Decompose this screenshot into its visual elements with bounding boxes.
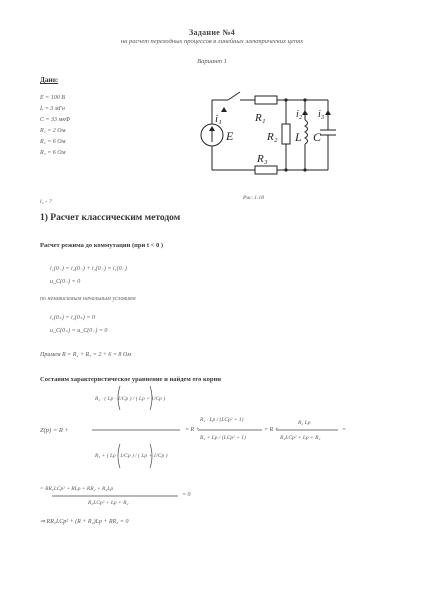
document-title: Задание №4 bbox=[188, 28, 236, 37]
figure-caption: Рис. 1.18 bbox=[243, 195, 264, 201]
subsection-title: Расчет режима до коммутации (при t < 0 ) bbox=[40, 242, 164, 249]
equation-denominator: R₂LCp² + Lp + R₂ bbox=[88, 500, 129, 506]
equation: u_C(0₊) = u_C(0₋) = 0 bbox=[50, 328, 108, 334]
label-c: C bbox=[313, 130, 322, 144]
plus-sign: = R + bbox=[264, 427, 279, 433]
fraction-numerator: R₂ · Lp / (LCp² + 1) bbox=[200, 417, 244, 423]
note: по независимым начальным условиям bbox=[40, 296, 136, 302]
plus-sign: = R + bbox=[185, 427, 200, 433]
fraction-numerator: R₂ · ( Lp · 1/Cp ) / ( Lp + 1/Cp ) bbox=[95, 396, 166, 402]
given-item: R₁ = 2 Ом bbox=[40, 128, 66, 134]
given-item: R₃ = 6 Ом bbox=[40, 150, 66, 156]
fraction-denominator: R₂ + ( Lp · 1/Cp ) / ( Lp + 1/Cp ) bbox=[95, 453, 168, 459]
equation: i₁(0₋) = i₂(0₋) + i₃(0₋) = i₁(0₋) bbox=[50, 266, 127, 272]
fraction-denominator: R₂LCp² + Lp + R₂ bbox=[280, 435, 321, 441]
given-item: E = 100 B bbox=[40, 95, 65, 101]
equation: u_C(0₋) = 0 bbox=[50, 279, 81, 285]
label-i2: i₂ bbox=[296, 109, 303, 120]
label-e: E bbox=[226, 129, 234, 143]
fraction-denominator: R₂ + Lp / (LCp² + 1) bbox=[200, 435, 246, 441]
label-r3: R₃ bbox=[257, 153, 268, 165]
label-i3: i₃ bbox=[318, 109, 325, 120]
label-i1: i₁ bbox=[215, 113, 222, 125]
given-item: R₂ = 6 Ом bbox=[40, 139, 66, 145]
equation-rhs: = 0 bbox=[182, 492, 191, 498]
given-item: C = 33 мкФ bbox=[40, 117, 71, 123]
fraction-numerator: R₂ Lp bbox=[298, 420, 311, 426]
label-l: L bbox=[295, 130, 302, 144]
section-title: 1) Расчет классическим методом bbox=[40, 213, 181, 223]
subsection-title: Составим характеристическое уравнение и найдем его корни bbox=[40, 376, 222, 383]
given-header: Дано: bbox=[40, 76, 59, 84]
label-r1: R₁ bbox=[255, 112, 266, 124]
equals-sign: = bbox=[342, 427, 347, 433]
document-subtitle: на расчет переходных процессов в линейных электрических цепях bbox=[120, 38, 304, 45]
equation-lhs: Z(p) = R + bbox=[40, 427, 69, 434]
equation: Примем R = R₁ + R₃ = 2 + 6 = 8 Ом bbox=[40, 352, 132, 358]
label-r2: R₂ bbox=[267, 131, 278, 143]
find-label: i₁ - ? bbox=[40, 199, 52, 205]
variant-label: Вариант 1 bbox=[197, 58, 227, 65]
equation: ⇒ RR₂LCp² + (R + R₂)Lp + RR₂ = 0 bbox=[40, 519, 129, 525]
given-item: L = 3 мГн bbox=[40, 106, 65, 112]
equation: i₁(0₊) = i₂(0₊) = 0 bbox=[50, 315, 95, 321]
equation-numerator: = RR₂LCp² + RLp + RR₂ + R₂Lp bbox=[40, 486, 114, 492]
